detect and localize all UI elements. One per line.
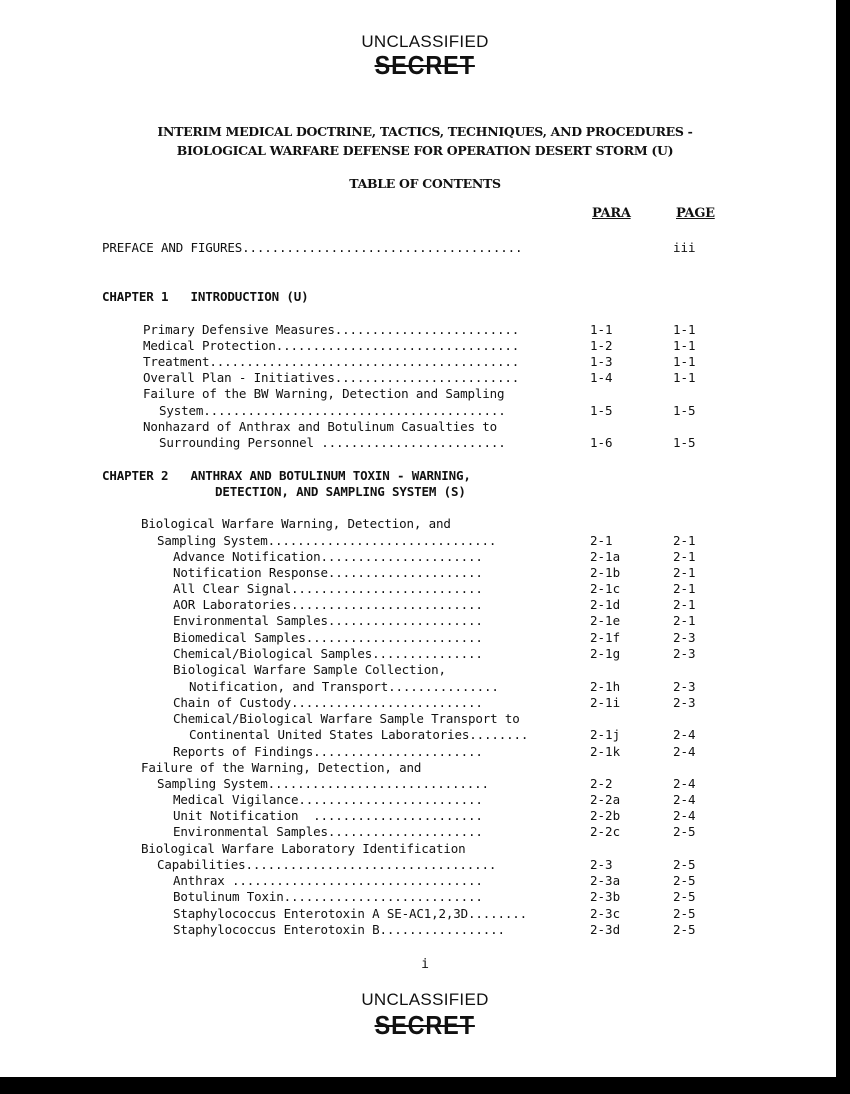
toc-entry-page: iii	[673, 240, 696, 255]
toc-entry-para: 2-3a	[590, 873, 621, 888]
toc-entry-page: 2-4	[673, 808, 696, 823]
toc-entry-text: AOR Laboratories..........................	[173, 597, 483, 612]
toc-entry-text: Botulinum Toxin...........................	[173, 889, 483, 904]
toc-entry-para: 2-2c	[590, 824, 621, 839]
scan-border-bottom	[0, 1077, 850, 1094]
toc-entry-page: 2-4	[673, 776, 696, 791]
toc-entry-text: System.........................................	[159, 403, 506, 418]
toc-entry-para: 1-1	[590, 322, 613, 337]
toc-entry-page: 2-5	[673, 873, 696, 888]
toc-entry-page: 1-1	[673, 370, 696, 385]
toc-entry-text: PREFACE AND FIGURES......................................	[102, 240, 523, 255]
scan-border-right	[836, 0, 850, 1094]
toc-entry-text: Environmental Samples.....................	[173, 824, 483, 839]
toc-entry-para: 2-3	[590, 857, 613, 872]
toc-entry-text: Chemical/Biological Samples...............	[173, 646, 483, 661]
toc-entry-para: 2-1b	[590, 565, 621, 580]
toc-entry-text: All Clear Signal..........................	[173, 581, 483, 596]
toc-entry-para: 2-2	[590, 776, 613, 791]
toc-entry-page: 2-1	[673, 533, 696, 548]
toc-entry-page: 2-3	[673, 646, 696, 661]
toc-entry-text: Chain of Custody..........................	[173, 695, 483, 710]
toc-entry-text: Primary Defensive Measures.........................	[143, 322, 520, 337]
toc-entry-text: Notification Response.....................	[173, 565, 483, 580]
toc-entry-page: 2-5	[673, 906, 696, 921]
toc-entry-para: 2-1c	[590, 581, 621, 596]
toc-entry-page: 2-4	[673, 792, 696, 807]
toc-entry-page: 2-5	[673, 824, 696, 839]
toc-entry-text: Chemical/Biological Warfare Sample Transport to	[173, 711, 520, 726]
toc-heading: TABLE OF CONTENTS	[349, 176, 501, 191]
toc-entry-para: 2-1a	[590, 549, 621, 564]
toc-entry-para: 2-3d	[590, 922, 621, 937]
toc-entry-para: 2-1h	[590, 679, 621, 694]
toc-entry-page: 2-5	[673, 922, 696, 937]
toc-entry-para: 2-1d	[590, 597, 621, 612]
chapter-heading-continued: DETECTION, AND SAMPLING SYSTEM (S)	[215, 484, 466, 499]
toc-entry-text: Surrounding Personnel .........................	[159, 435, 506, 450]
chapter-heading: CHAPTER 2 ANTHRAX AND BOTULINUM TOXIN - WARNING,	[102, 468, 471, 483]
toc-entry-page: 1-1	[673, 322, 696, 337]
toc-entry-page: 1-5	[673, 435, 696, 450]
chapter-heading: CHAPTER 1 INTRODUCTION (U)	[102, 289, 309, 304]
toc-entry-text: Biomedical Samples........................	[173, 630, 483, 645]
toc-entry-para: 2-1e	[590, 613, 621, 628]
toc-entry-page: 2-1	[673, 581, 696, 596]
toc-entry-text: Biological Warfare Sample Collection,	[173, 662, 446, 677]
toc-entry-para: 2-3c	[590, 906, 621, 921]
toc-entry-text: Reports of Findings.......................	[173, 744, 483, 759]
toc-entry-para: 2-1i	[590, 695, 621, 710]
toc-entry-text: Treatment..........................................	[143, 354, 520, 369]
toc-entry-text: Failure of the Warning, Detection, and	[141, 760, 422, 775]
bottom-struck-classification: SECRET	[374, 1010, 476, 1040]
page-column-header: PAGE	[676, 206, 715, 221]
toc-entry-para: 2-1k	[590, 744, 621, 759]
toc-entry-text: Nonhazard of Anthrax and Botulinum Casualties to	[143, 419, 498, 434]
toc-entry-para: 2-1f	[590, 630, 621, 645]
toc-entry-text: Biological Warfare Warning, Detection, and	[141, 516, 451, 531]
toc-entry-text: Overall Plan - Initiatives.........................	[143, 370, 520, 385]
document-title-line1: INTERIM MEDICAL DOCTRINE, TACTICS, TECHNIQUES, AND PROCEDURES -	[157, 124, 693, 139]
toc-entry-page: 2-3	[673, 679, 696, 694]
toc-entry-para: 2-3b	[590, 889, 621, 904]
toc-entry-text: Biological Warfare Laboratory Identification	[141, 841, 466, 856]
toc-entry-para: 1-5	[590, 403, 613, 418]
toc-entry-text: Sampling System..............................	[157, 776, 489, 791]
toc-entry-text: Staphylococcus Enterotoxin A SE-AC1,2,3D........	[173, 906, 528, 921]
page-number: i	[421, 957, 429, 972]
toc-entry-para: 2-2a	[590, 792, 621, 807]
toc-entry-page: 2-4	[673, 727, 696, 742]
toc-entry-page: 1-5	[673, 403, 696, 418]
toc-entry-para: 1-4	[590, 370, 613, 385]
document-title-line2: BIOLOGICAL WARFARE DEFENSE FOR OPERATION DESERT STORM (U)	[176, 143, 674, 158]
toc-entry-para: 2-1	[590, 533, 613, 548]
toc-entry-para: 1-3	[590, 354, 613, 369]
toc-entry-page: 1-1	[673, 354, 696, 369]
toc-entry-page: 2-3	[673, 695, 696, 710]
toc-entry-para: 2-1j	[590, 727, 621, 742]
toc-entry-text: Advance Notification......................	[173, 549, 483, 564]
toc-entry-text: Medical Vigilance.........................	[173, 792, 483, 807]
toc-entry-page: 2-4	[673, 744, 696, 759]
top-classification: UNCLASSIFIED	[361, 32, 489, 51]
toc-entry-page: 1-1	[673, 338, 696, 353]
toc-entry-page: 2-1	[673, 597, 696, 612]
toc-entry-para: 1-6	[590, 435, 613, 450]
para-column-header: PARA	[592, 206, 631, 221]
toc-entry-para: 2-1g	[590, 646, 621, 661]
toc-entry-para: 2-2b	[590, 808, 621, 823]
toc-entry-text: Environmental Samples.....................	[173, 613, 483, 628]
toc-entry-text: Sampling System...............................	[157, 533, 497, 548]
bottom-classification: UNCLASSIFIED	[361, 990, 489, 1009]
toc-entry-text: Unit Notification .......................	[173, 808, 483, 823]
toc-entry-page: 2-1	[673, 565, 696, 580]
toc-entry-page: 2-5	[673, 857, 696, 872]
toc-entry-text: Staphylococcus Enterotoxin B.................	[173, 922, 505, 937]
top-struck-classification: SECRET	[374, 50, 476, 80]
toc-entry-page: 2-3	[673, 630, 696, 645]
toc-entry-page: 2-1	[673, 549, 696, 564]
toc-entry-text: Continental United States Laboratories........	[189, 727, 529, 742]
toc-entry-para: 1-2	[590, 338, 613, 353]
toc-entry-text: Anthrax ..................................	[173, 873, 483, 888]
toc-entry-page: 2-1	[673, 613, 696, 628]
toc-entry-text: Medical Protection.................................	[143, 338, 520, 353]
toc-entry-text: Notification, and Transport...............	[189, 679, 499, 694]
toc-entry-text: Capabilities..................................	[157, 857, 497, 872]
toc-entry-text: Failure of the BW Warning, Detection and Sampling	[143, 386, 505, 401]
toc-entry-page: 2-5	[673, 889, 696, 904]
